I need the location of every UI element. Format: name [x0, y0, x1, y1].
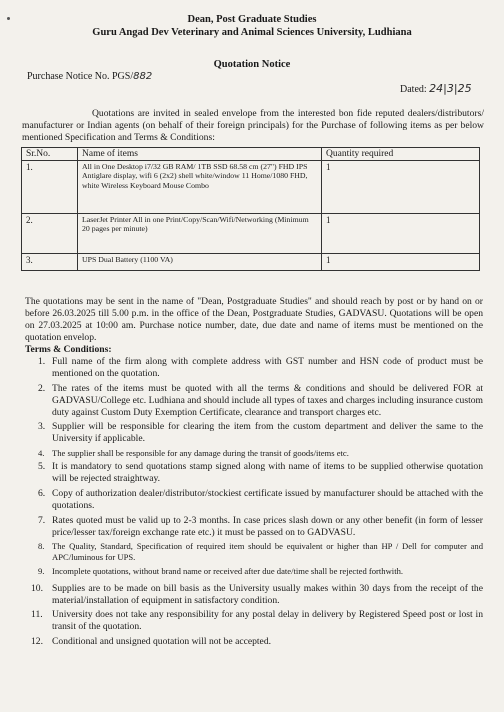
row-sr: 3. — [22, 254, 78, 271]
submission-paragraph: The quotations may be sent in the name of "Dean, Postgraduate Studies" and should reach by post or by hand on or before 26.03.2025 till 5.00 p.m. in the office of the Dean, Postgraduate Studies, GADVASU. Quotations will be open on 27.03.2025 at 10:00 am. Purchase notice number, date, due date and name of items must be mentioned on the quotation envelop. — [25, 296, 483, 343]
term-number: 5. — [38, 461, 46, 473]
term-text: The Quality, Standard, Specification of required item should be equivalent or higher than HP / Dell for computer and APC/luminous for UPS. — [52, 541, 483, 563]
row-item: UPS Dual Battery (1100 VA) — [78, 254, 322, 271]
row-item: LaserJet Printer All in one Print/Copy/Scan/Wifi/Networking (Minimum 20 pages per minute) — [78, 214, 322, 254]
notice-title: Quotation Notice — [213, 59, 291, 70]
list-item — [25, 609, 483, 633]
list-item — [25, 421, 483, 445]
purchase-notice-label: Purchase Notice No. PGS/ — [27, 71, 134, 82]
term-number: 12. — [31, 635, 43, 647]
header-item-name: Name of items — [78, 148, 322, 161]
terms-heading: Terms & Conditions: — [25, 344, 112, 355]
list-item — [25, 636, 483, 648]
term-number: 7. — [38, 514, 46, 526]
term-text: Incomplete quotations, without brand name or received after due date/time shall be rejected forthwith. — [52, 565, 404, 576]
term-number: 9. — [38, 565, 45, 576]
term-text: Rates quoted must be valid up to 2-3 months. In case prices slash down or any other benefit (in form of lesser price/lesser tax/foreign exchange rate etc.) it must be passed on to GADVASU. — [52, 514, 483, 538]
table-row — [22, 161, 480, 214]
term-number: 10. — [31, 582, 43, 594]
table-row — [22, 214, 480, 254]
header-office: Dean, Post Graduate Studies — [187, 14, 317, 25]
header-quantity: Quantity required — [322, 148, 480, 161]
term-number: 1. — [38, 356, 46, 367]
row-qty: 1 — [322, 214, 480, 254]
table-header-row — [22, 148, 480, 161]
list-item — [25, 583, 483, 607]
list-item — [25, 488, 483, 512]
term-number: 11. — [31, 609, 43, 621]
term-text: It is mandatory to send quotations stamp signed along with name of items to be supplied otherwise quotation will be rejected straightway. — [52, 461, 483, 485]
term-text: Full name of the firm along with complete address with GST number and HSN code of product must be mentioned on the quotation. — [52, 356, 483, 379]
term-text: Conditional and unsigned quotation will not be accepted. — [52, 635, 272, 647]
list-item — [25, 566, 483, 577]
term-number: 3. — [38, 421, 46, 433]
term-text: University does not take any responsibility for any postal delay in delivery by Registered Speed post or lost in transit of the quotation. — [52, 609, 483, 633]
dated-label: Dated: — [400, 84, 427, 95]
term-text: Copy of authorization dealer/distributor/stockiest certificate issued by manufacturer should be attached with the quotations. — [52, 487, 483, 511]
header-university: Guru Angad Dev Veterinary and Animal Sciences University, Ludhiana — [92, 27, 412, 38]
term-number: 2. — [38, 382, 46, 394]
row-sr: 1. — [22, 161, 78, 214]
term-number: 6. — [38, 487, 46, 499]
list-item — [25, 541, 483, 563]
list-item — [25, 515, 483, 539]
list-item — [25, 383, 483, 419]
term-text: Supplier will be responsible for clearing the item from the custom department and deliver the same to the University if applicable. — [52, 421, 483, 445]
term-text: Supplies are to be made on bill basis as the University usually makes within 30 days from the receipt of the material/installation of equipment in satisfactory condition. — [52, 582, 483, 606]
dated-value: 24|3|25 — [429, 82, 472, 95]
items-table — [21, 147, 480, 271]
terms-list — [25, 356, 483, 648]
term-number: 4. — [38, 447, 45, 458]
row-sr: 2. — [22, 214, 78, 254]
notice-body — [25, 296, 483, 651]
header-sr-no: Sr.No. — [22, 148, 78, 161]
purchase-notice-number: 882 — [133, 71, 153, 82]
row-qty: 1 — [322, 161, 480, 214]
list-item — [25, 448, 483, 459]
row-item: All in One Desktop i7/32 GB RAM/ 1TB SSD 68.58 cm (27") FHD IPS Antiglare display, wifi 6 (2x2) shell white/window 11 Home/1080 FHD, white Wireless Keyboard Mouse Combo — [78, 161, 322, 214]
list-item — [25, 461, 483, 485]
term-text: The rates of the items must be quoted with all the terms & conditions and should be delivered FOR at GADVASU/College etc. Ludhiana and should include all types of taxes and charges including insurance custom duty against Custom Duty Exemption Certificate, clearance and transport charges etc. — [52, 382, 483, 418]
intro-paragraph: Quotations are invited in sealed envelope from the interested bon fide reputed dealers/distributors/ manufacturer or Indian agents (on behalf of their foreign principals) for the Purchase of following items as per below mentioned Specification and Terms & Conditions: — [22, 108, 484, 143]
dated — [400, 82, 472, 95]
purchase-notice — [27, 71, 152, 82]
row-qty: 1 — [322, 254, 480, 271]
table-row — [22, 254, 480, 271]
list-item — [25, 356, 483, 380]
term-text: The supplier shall be responsible for any damage during the transit of goods/items etc. — [52, 447, 349, 458]
term-number: 8. — [38, 541, 45, 552]
